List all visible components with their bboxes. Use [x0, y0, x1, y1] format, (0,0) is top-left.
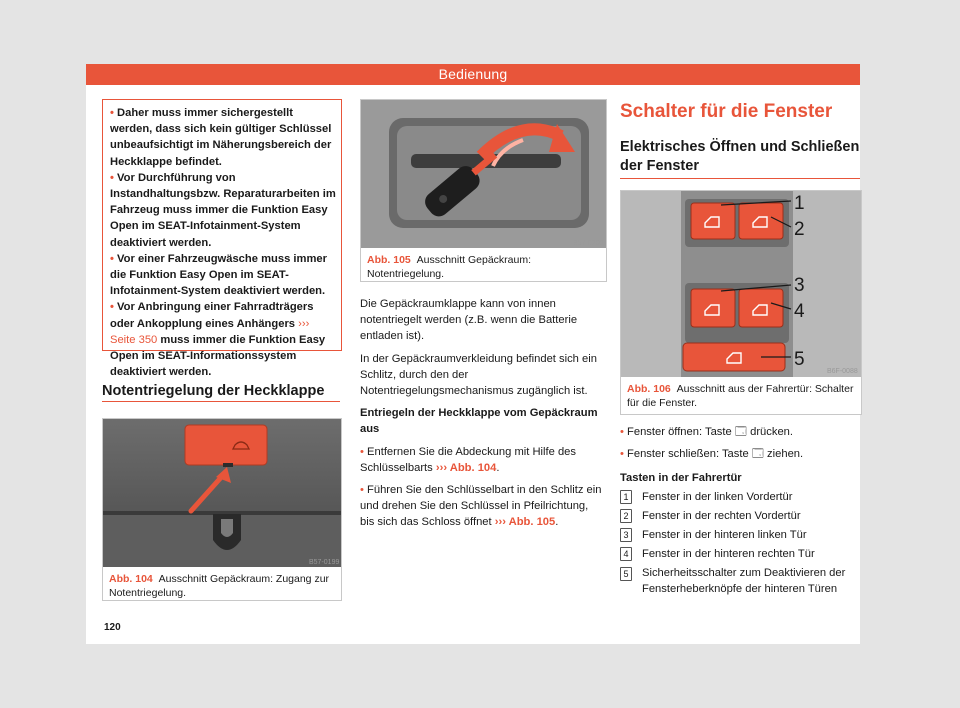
figure-104-image: [103, 419, 341, 567]
warning-item: • Vor Durchführung von Instandhaltungsbzw. Reparaturarbeiten im Fahrzeug muss immer die Funktion Easy Open im SEAT-Infotainment-System deaktiviert werden.: [110, 171, 336, 249]
bullet-icon: •: [110, 107, 118, 119]
figure-104: [102, 418, 342, 601]
page-reference-link[interactable]: ››› Seite 350: [110, 317, 310, 346]
figure-106-image: [621, 191, 861, 377]
figure-caption: Abb. 106 Ausschnitt aus der Fahrertür: Schalter für die Fenster.: [627, 383, 854, 409]
key-list-item: 3 Fenster in der hinteren linken Tür: [620, 527, 860, 546]
key-list-item: 4 Fenster in der hinteren rechten Tür: [620, 546, 860, 565]
figure-code: B6F-0088: [827, 368, 858, 375]
figure-code: B57-0200: [573, 240, 604, 247]
bullet-icon: •: [620, 448, 628, 461]
figure-106: [620, 190, 862, 415]
warning-box: [102, 99, 342, 379]
callout-5: 5: [794, 349, 805, 370]
callout-2: 2: [794, 219, 805, 240]
bullet-icon: •: [110, 301, 118, 314]
list-item: • Fenster schließen: Taste 🗔 ziehen.: [620, 448, 804, 461]
figure-reference-link[interactable]: ››› Abb. 105: [494, 516, 556, 529]
list-item: • Fenster öffnen: Taste 🗔 drücken.: [620, 426, 794, 438]
bullet-icon: •: [620, 426, 628, 438]
window-switch-icon: 🗔: [734, 426, 747, 438]
bullet-icon: •: [360, 445, 368, 458]
figure-105-image: [361, 100, 606, 248]
list-heading: Tasten in der Fahrertür: [620, 472, 742, 485]
right-column-text: [620, 424, 860, 597]
warning-item: • Daher muss immer sichergestellt werden, dass sich kein gültiger Schlüssel unbeaufsichtigt im Näherungsbereich der Heckklappe befindet.: [110, 107, 332, 168]
warning-text: [110, 105, 336, 380]
key-list-item: 5 Sicherheitsschalter zum Deaktivieren der Fensterheberknöpfe der hinteren Türen: [620, 565, 860, 597]
warning-item: • Vor einer Fahrzeugwäsche muss immer die Funktion Easy Open im SEAT-Infotainment-System deaktiviert werden.: [110, 252, 327, 298]
figure-caption: Abb. 105 Ausschnitt Gepäckraum: Notentriegelung.: [367, 254, 531, 280]
heading-rule: [102, 401, 340, 402]
bullet-icon: •: [110, 171, 118, 184]
key-list-item: 2 Fenster in der rechten Vordertür: [620, 508, 860, 527]
figure-caption: Abb. 104 Ausschnitt Gepäckraum: Zugang zur Notentriegelung.: [109, 573, 330, 599]
figure-105: [360, 99, 607, 282]
page-header: Bedienung: [86, 64, 860, 85]
callout-4: 4: [794, 301, 805, 322]
page-number: 120: [104, 622, 121, 633]
figure-code: B57-0199: [309, 559, 340, 566]
section-title: Schalter für die Fenster: [620, 101, 833, 122]
paragraph: Die Gepäckraumklappe kann von innen notentriegelt werden (z.B. wenn die Batterie entladen ist).: [360, 298, 578, 343]
section-heading: Notentriegelung der Heckklappe: [102, 383, 325, 399]
middle-column: [360, 296, 605, 537]
figure-reference-link[interactable]: ››› Abb. 104: [435, 461, 497, 474]
bullet-icon: •: [360, 484, 368, 497]
section-subtitle: Elektrisches Öffnen und Schließen der Fenster: [620, 139, 860, 174]
paragraph: In der Gepäckraumverkleidung befindet sich ein Schlitz, durch den der Notentriegelungsmechanismus zugänglich ist.: [360, 352, 597, 398]
list-item: • Führen Sie den Schlüsselbart in den Schlitz ein und drehen Sie den Schlüssel in Pfeilrichtung, bis sich das Schloss öffnet ››› Abb. 105.: [360, 484, 602, 529]
subheading: Entriegeln der Heckklappe vom Gepäckraum aus: [360, 407, 598, 436]
callout-1: 1: [794, 193, 805, 214]
bullet-icon: •: [110, 252, 118, 265]
window-switch-icon: 🗔: [751, 448, 764, 461]
callout-3: 3: [794, 275, 805, 296]
warning-item: • Vor Anbringung einer Fahrradträgers oder Ankopplung eines Anhängers ››› Seite 350 muss immer die Funktion Easy Open im SEAT-Informationssystem deaktiviert werden.: [110, 301, 326, 379]
list-item: • Entfernen Sie die Abdeckung mit Hilfe des Schlüsselbarts ››› Abb. 104.: [360, 445, 576, 474]
key-list-item: 1 Fenster in der linken Vordertür: [620, 489, 860, 508]
heading-rule: [620, 178, 860, 179]
